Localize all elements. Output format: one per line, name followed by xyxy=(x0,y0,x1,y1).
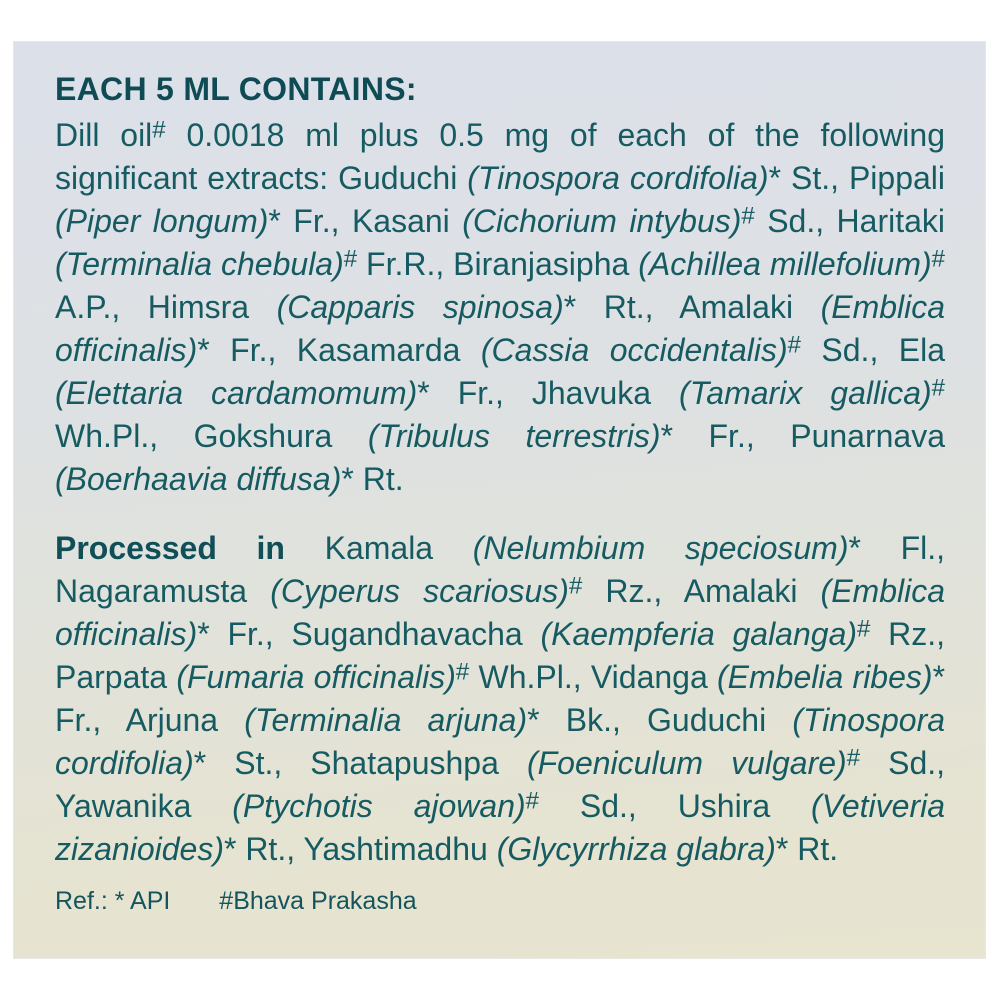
text-segment: # xyxy=(857,615,871,643)
text-segment: * Fr., Sugandhavacha xyxy=(197,616,541,652)
text-segment: Sd., Ela xyxy=(800,332,946,368)
text-segment: Dill oil xyxy=(55,117,153,153)
text-segment: (Boerhaavia diffusa) xyxy=(55,461,342,497)
text-segment: (Cassia occidentalis) xyxy=(480,332,788,368)
text-segment: (Tribulus terrestris) xyxy=(367,418,661,454)
text-segment: (Kaempferia galanga) xyxy=(540,616,858,652)
text-segment: (Achillea millefolium) xyxy=(638,246,932,282)
text-segment: * Bk., Guduchi xyxy=(527,702,793,738)
text-segment: (Fumaria officinalis) xyxy=(176,659,456,695)
text-segment: * Fr., Jhavuka xyxy=(417,375,680,411)
text-segment: (Cyperus scariosus) xyxy=(270,573,569,609)
text-segment: (Embelia ribes) xyxy=(717,659,933,695)
text-segment: # xyxy=(525,787,540,815)
text-segment: (Terminalia chebula) xyxy=(55,246,344,282)
text-segment: # xyxy=(568,572,583,600)
text-segment: Rz., Amalaki xyxy=(582,573,821,609)
text-segment: Sd., Ushira xyxy=(539,788,812,824)
reference-api-label: Ref.: * API xyxy=(55,887,171,915)
text-segment: (Nelumbium speciosum) xyxy=(472,530,849,566)
ingredients-label-panel xyxy=(14,42,985,958)
text-segment: * Fr., Arjuna xyxy=(55,659,946,738)
text-segment: * St., Pippali xyxy=(768,160,946,196)
text-segment: * Fr., Punarnava xyxy=(660,418,946,454)
text-segment: (Ptychotis ajowan) xyxy=(232,788,526,824)
text-segment: # xyxy=(343,245,358,273)
text-segment: (Glycyrrhiza glabra) xyxy=(496,831,776,867)
text-segment: (Emblica officinalis) xyxy=(55,573,946,652)
text-segment: 0.0018 ml plus 0.5 mg of each of the following significant extracts: Guduchi xyxy=(55,117,946,196)
text-segment: (Emblica officinalis) xyxy=(55,289,946,368)
text-segment: # xyxy=(152,116,166,144)
text-segment: (Terminalia arjuna) xyxy=(244,702,528,738)
text-segment: (Tinospora cordifolia) xyxy=(467,160,769,196)
text-segment: (Vetiveria zizanioides) xyxy=(55,788,946,867)
text-segment: # xyxy=(741,202,755,230)
text-segment: Processed in xyxy=(55,530,285,566)
text-segment: (Foeniculum vulgare) xyxy=(526,745,847,781)
text-segment: Fr.R., Biranjasipha xyxy=(357,246,639,282)
text-segment: # xyxy=(931,245,946,273)
text-segment: * Rt. xyxy=(341,461,404,497)
text-segment: * Rt., Yashtimadhu xyxy=(223,831,497,867)
text-segment: * St., Shatapushpa xyxy=(193,745,527,781)
reference-line xyxy=(55,885,945,917)
text-segment: Sd., Haritaki xyxy=(754,203,946,239)
text-segment: * Fr., Kasamarda xyxy=(197,332,481,368)
reference-bhava-prakasha-label: #Bhava Prakasha xyxy=(219,887,417,915)
text-segment: * Rt., Amalaki xyxy=(563,289,821,325)
text-segment: Wh.Pl., Vidanga xyxy=(469,659,718,695)
text-segment: * Fl., Nagaramusta xyxy=(55,530,945,609)
text-segment: # xyxy=(787,331,801,359)
text-segment: # xyxy=(931,374,946,402)
text-segment: (Cichorium intybus) xyxy=(462,203,742,239)
text-segment: # xyxy=(455,658,470,686)
contents-heading: EACH 5 ML CONTAINS: xyxy=(55,71,417,107)
text-segment: # xyxy=(846,744,861,772)
text-segment: (Capparis spinosa) xyxy=(276,289,564,325)
text-segment: A.P., Himsra xyxy=(55,289,277,325)
ingredients-paragraph xyxy=(55,114,945,501)
text-segment: (Piper longum) xyxy=(55,203,269,239)
text-segment: Sd., Yawanika xyxy=(55,745,946,824)
text-segment: * Fr., Kasani xyxy=(268,203,463,239)
text-segment: (Elettaria cardamomum) xyxy=(55,375,418,411)
text-segment: * Rt. xyxy=(775,831,839,867)
text-segment: Kamala xyxy=(284,530,473,566)
text-segment: (Tinospora cordifolia) xyxy=(55,702,946,781)
text-segment: (Tamarix gallica) xyxy=(679,375,932,411)
text-segment: Wh.Pl., Gokshura xyxy=(55,418,368,454)
processed-in-paragraph xyxy=(55,527,945,871)
text-segment: Rz., Parpata xyxy=(55,616,946,695)
